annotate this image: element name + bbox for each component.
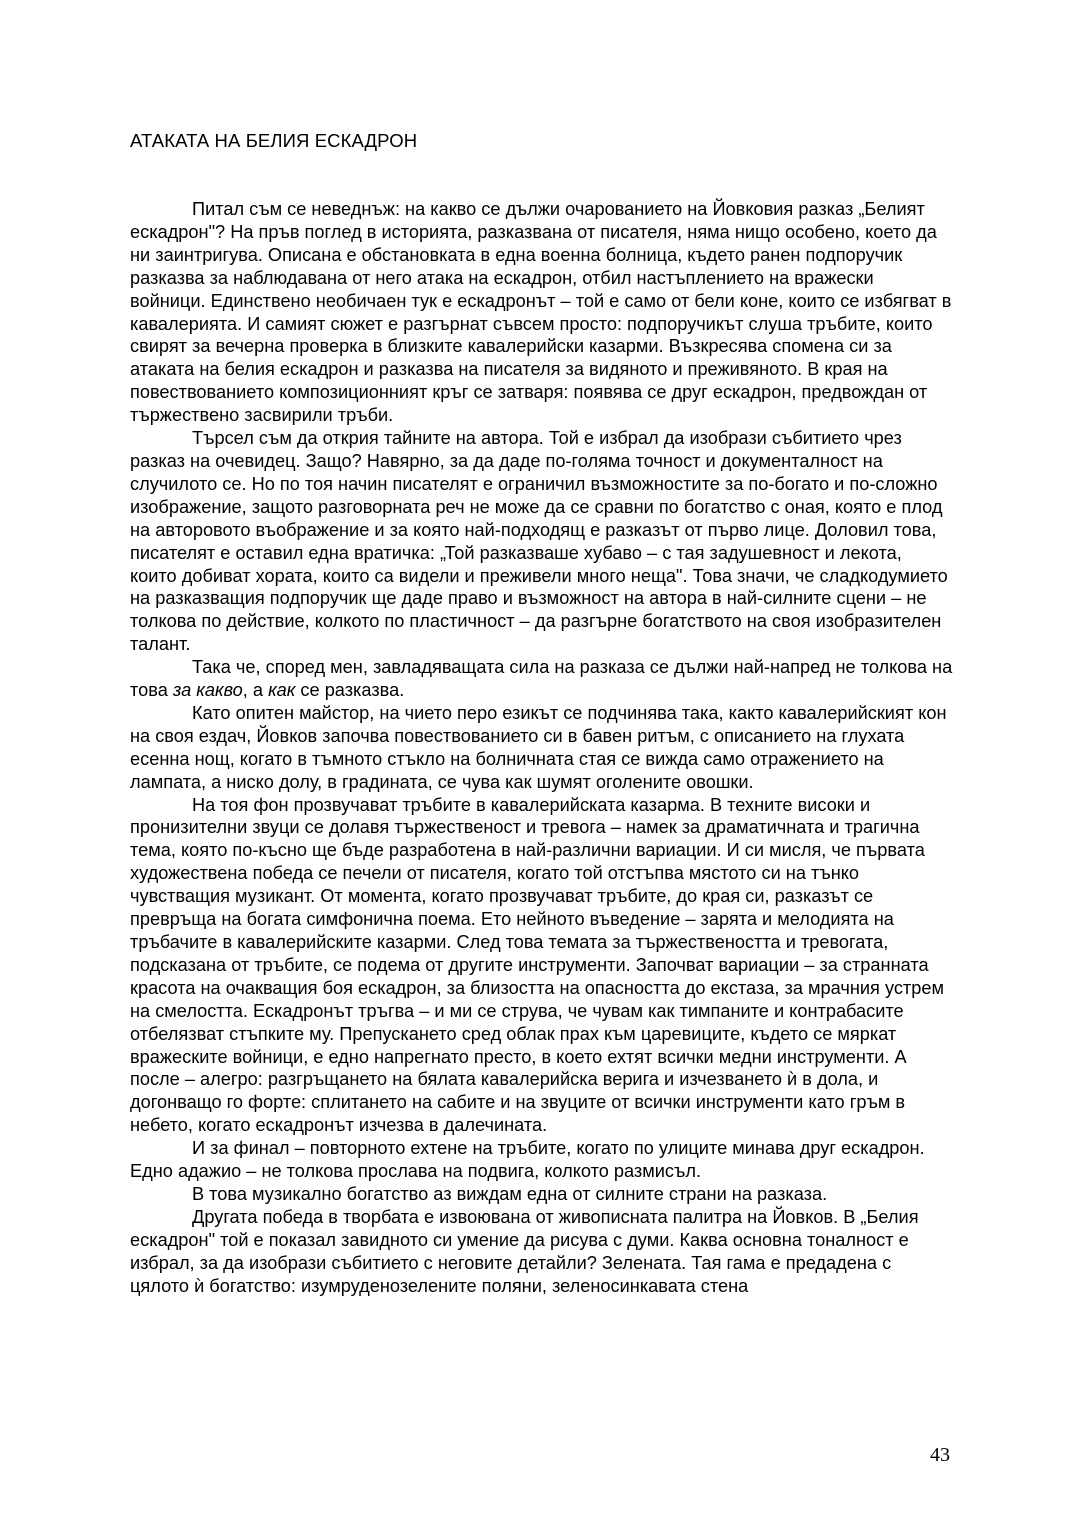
paragraph-8: Другата победа в творбата е извоювана от живописната палитра на Йовков. В „Белия ескадрон" той е показал завидното си умение да рисува с думи. Каква основна тоналност е избрал, за да изобрази събитието с неговите детайли? Зелената. Тая гама е предадена с цялото ѝ богатство: изумруденозелените поляни, зеленосинкавата стена <box>130 1206 919 1296</box>
paragraph-7: В това музикално богатство аз виждам една от силните страни на разказа. <box>192 1183 828 1204</box>
article-title: АТАКАТА НА БЕЛИЯ ЕСКАДРОН <box>130 130 418 151</box>
paragraph-3-text-after: се разказва. <box>295 680 405 701</box>
paragraph-6: И за финал – повторното ехтене на тръбите, когато по улиците минава друг ескадрон. Едно адажио – не толкова прослава на подвига, колкото размисъл. <box>130 1138 925 1182</box>
paragraph-1: Питал съм се неведнъж: на какво се дължи очарованието на Йовковия разказ „Белият ескадрон"? На пръв поглед в историята, разказвана от писателя, няма нищо особено, което да ни заинтригува. Описана е обстановката в една военна болница, където ранен подпоручик разказва за наблюдавана от него атака на ескадрон, отбил настъплението на вражески войници. Единствено необичаен тук е ескадронът – той е само от бели коне, които се избягват в кавалерията. И самият сюжет е разгърнат съвсем просто: подпоручикът слуша тръбите, които свирят за вечерна проверка в близките кавалерийски казарми. Възкресява спомена си за атаката на белия ескадрон и разказва на писателя за видяното и преживяното. В края на повествованието композиционният кръг се затваря: появява се друг ескадрон, предвождан от тържествено засвирили тръби. <box>130 199 952 426</box>
paragraph-3-text-middle: , а <box>242 680 269 701</box>
paragraph-4: Като опитен майстор, на чието перо езикът се подчинява така, както кавалерийският кон на своя ездач, Йовков започва повествованието си в бавен ритъм, с описанието на глухата есенна нощ, когато в тъмното стъкло на болничната стая се вижда само отражението на лампата, а ниско долу, в градината, се чува как шумят оголените овошки. <box>130 702 947 792</box>
article-body <box>130 198 953 1298</box>
emphasis-what: за какво <box>172 680 243 701</box>
emphasis-how: как <box>268 680 296 701</box>
paragraph-2: Търсел съм да открия тайните на автора. Той е избрал да изобрази събитието чрез разказ на очевидец. Защо? Навярно, за да даде по-голяма точност и документалност на случилото се. Но по тоя начин писателят е ограничил възможностите за по-богато и по-сложно изображение, защото разговорната реч не може да се сравни по богатство с оная, която е плод на авторовото въображение и за която най-подходящ е разказът от първо лице. Доловил това, писателят е оставил една вратичка: „Той разказваше хубаво – с тая задушевност и лекота, които добиват хората, които са видели и преживели много неща". Това значи, че сладкодумието на разказващия подпоручик ще даде право и възможност на автора в най-силните сцени – не толкова по действие, колкото по пластичност – да разгърне богатството на своя изобразителен талант. <box>130 428 948 655</box>
paragraph-3-text-before: Така че, според мен, завладяващата сила на разказа се дължи най-напред не толкова на това <box>130 657 953 701</box>
paragraph-5: На тоя фон прозвучават тръбите в кавалерийската казарма. В техните високи и пронизителни звуци се долавя тържественост и тревога – намек за драматичната и трагична тема, която по-късно ще бъде разработена в най-различни вариации. И си мисля, че първата художествена победа се печели от писателя, когато той отстъпва мястото си на тънко чувстващия музикант. От момента, когато прозвучават тръбите, до края си, разказът се превръща на богата симфонична поема. Ето нейното въведение – зарята и мелодията на тръбачите в кавалерийските казарми. След това темата за тържествеността и тревогата, подсказана от тръбите, се подема от другите инструменти. Започват вариации – за странната красота на очакващия боя ескадрон, за близостта на опасността до екстаза, за мрачния устрем на смелостта. Ескадронът тръгва – и ми се струва, че чувам как тимпаните и контрабасите отбелязват стъпките му. Препускането сред облак прах към царевиците, където се мяркат вражеските войници, е едно напрегнато престо, в което ехтят всички медни инструменти. А после – алегро: разгръщането на бялата кавалерийска верига и изчезването ѝ в дола, и догонващо го форте: сплитането на сабите и на звуците от всички инструменти като гръм в небето, когато ескадронът изчезва в далечината. <box>130 794 944 1136</box>
page-number: 43 <box>930 1444 950 1466</box>
paragraph-3 <box>130 656 953 702</box>
